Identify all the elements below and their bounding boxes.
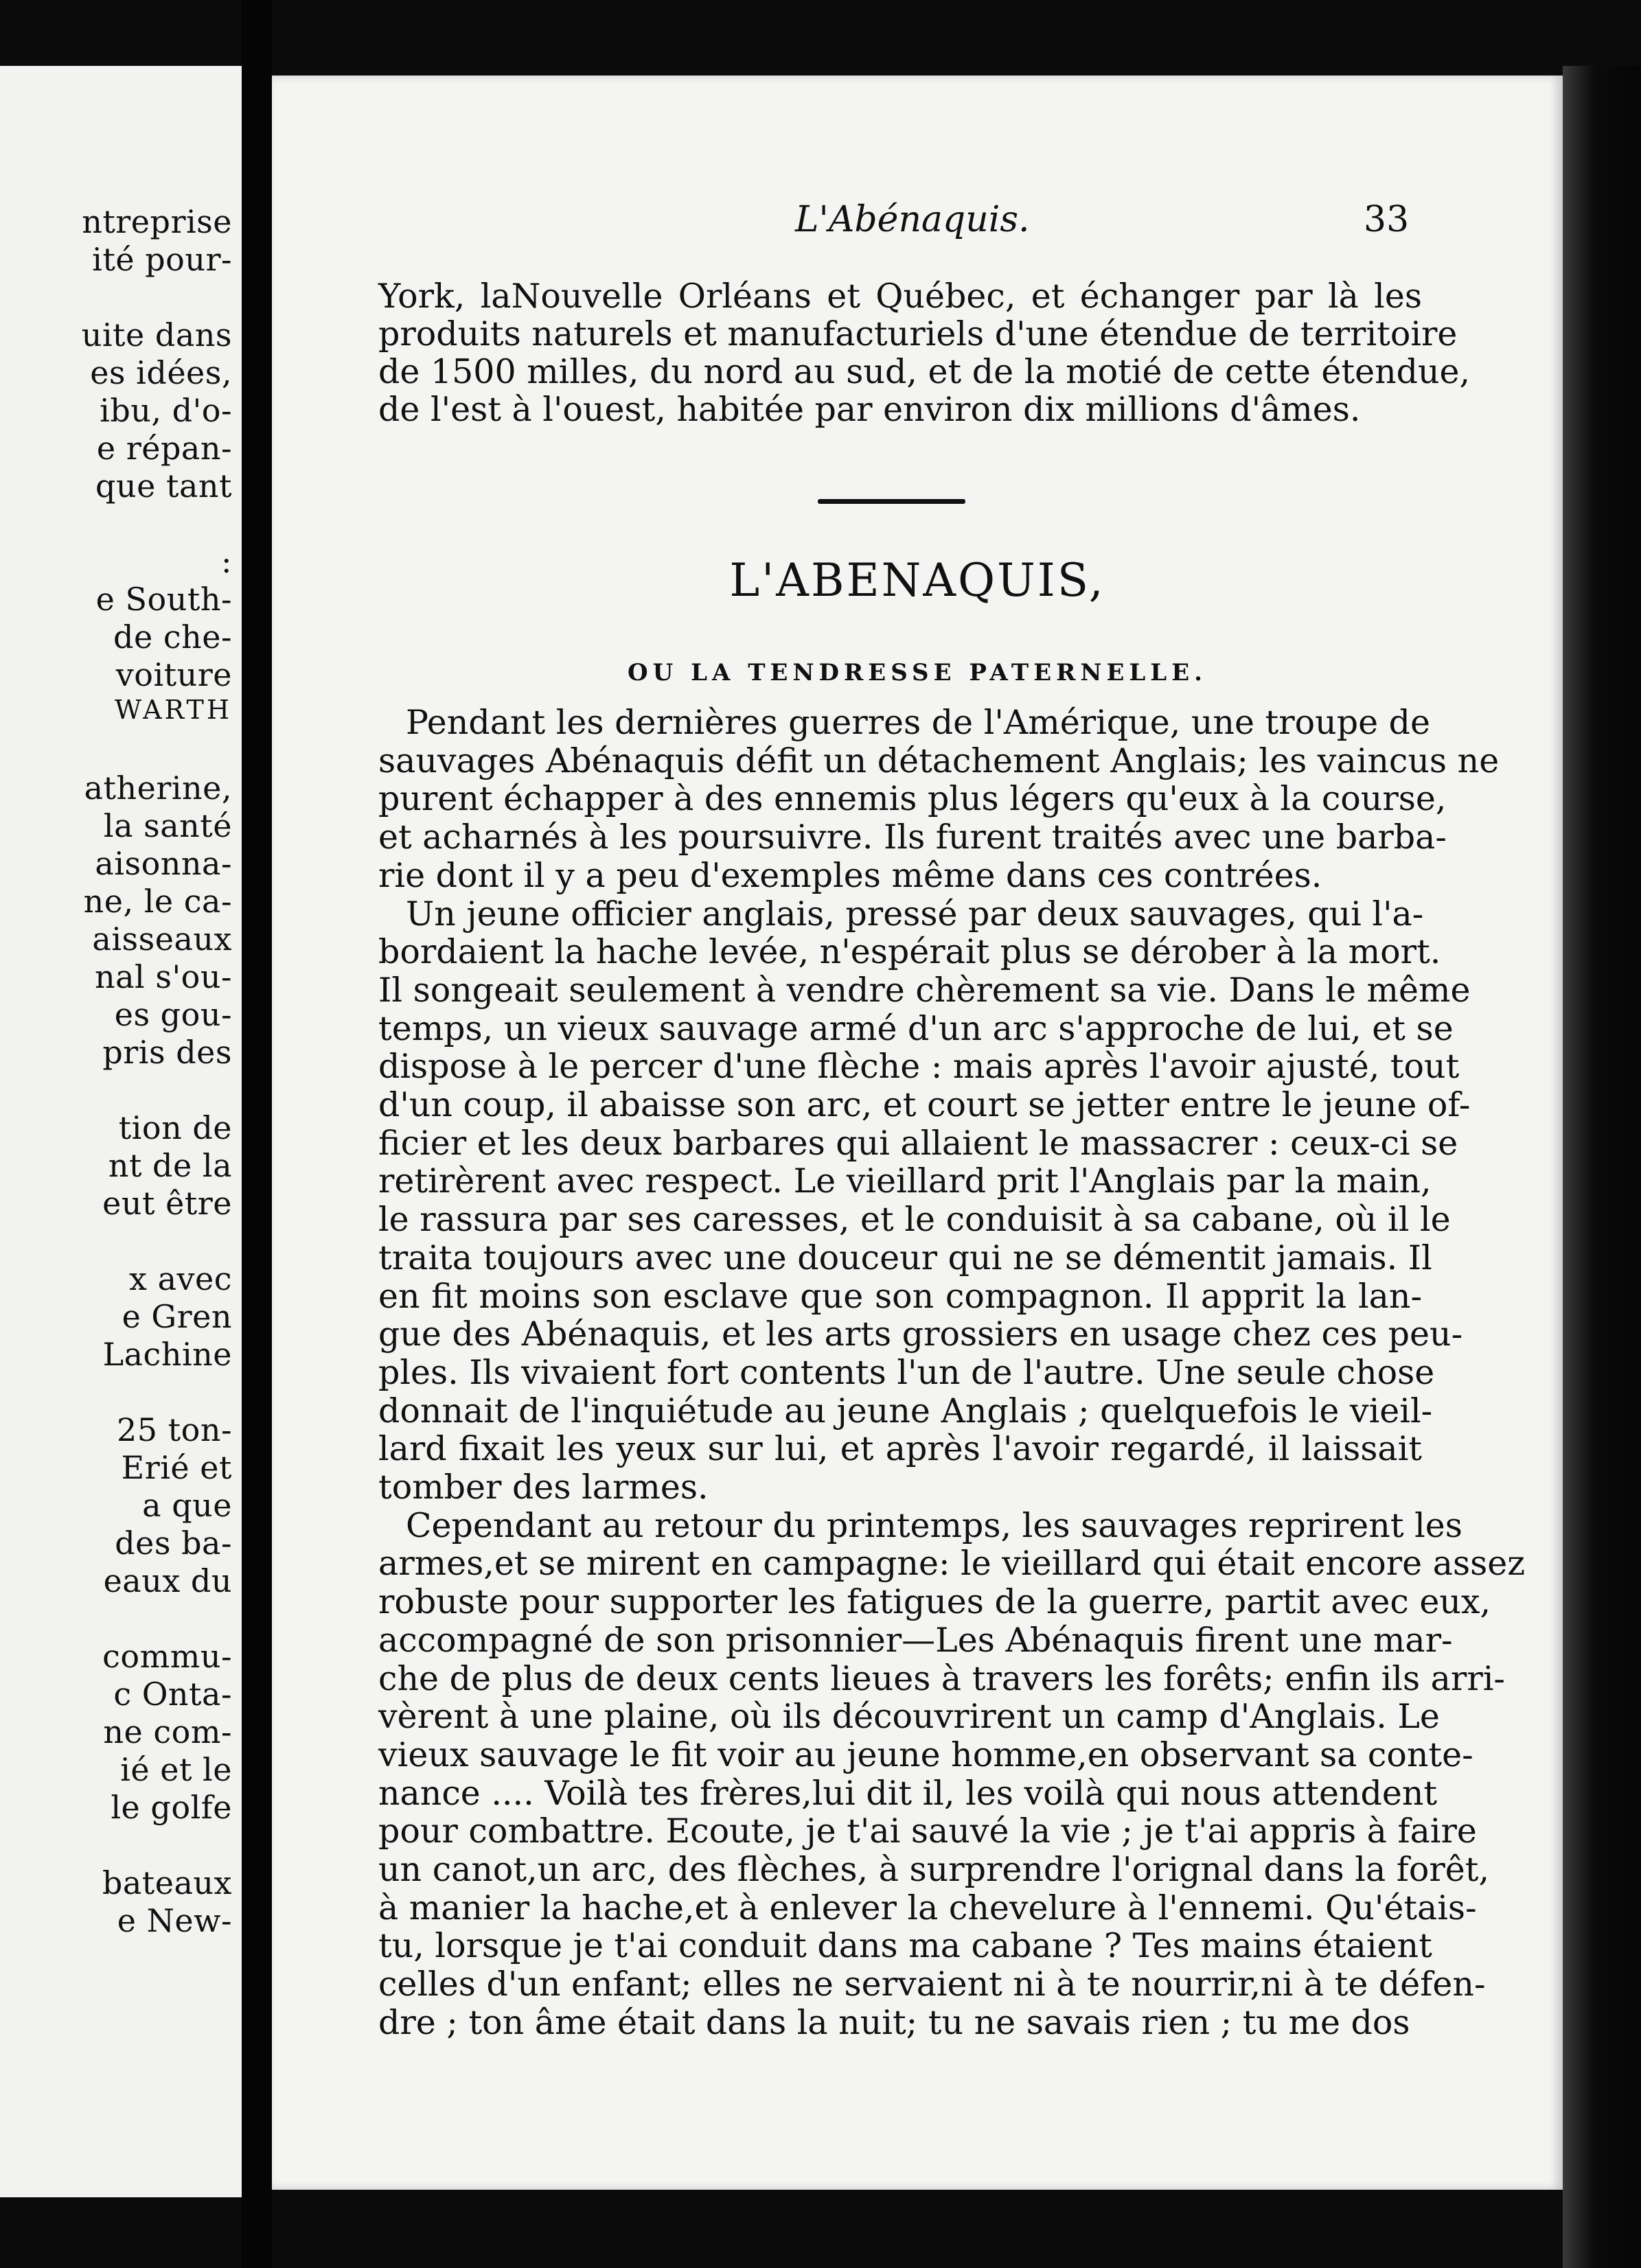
story-line: un canot,un arc, des flèches, à surprendre l'orignal dans la forêt,	[378, 1850, 1490, 1889]
left-page-line: ité pour-	[92, 241, 232, 278]
book-gutter	[242, 0, 272, 2268]
left-page-line: bateaux	[102, 1864, 232, 1901]
story-line: tomber des larmes.	[378, 1468, 709, 1507]
left-page-line: des ba-	[115, 1525, 232, 1562]
story-line: vèrent à une plaine, où ils découvrirent un camp d'Anglais. Le	[378, 1697, 1440, 1736]
story-line: purent échapper à des ennemis plus légers qu'eux à la course,	[378, 779, 1447, 818]
left-page-line: atherine,	[84, 769, 232, 807]
story-line: à manier la hache,et à enlever la chevelure à l'ennemi. Qu'étais-	[378, 1888, 1477, 1928]
left-page-line: eaux du	[103, 1562, 232, 1599]
intro-line: produits naturels et manufacturiels d'une étendue de territoire	[378, 314, 1458, 354]
story-line: pour combattre. Ecoute, je t'ai sauvé la vie ; je t'ai appris à faire	[378, 1812, 1477, 1851]
story-line: le rassura par ses caresses, et le conduisit à sa cabane, où il le	[378, 1200, 1451, 1239]
story-line: Pendant les dernières guerres de l'Amérique, une troupe de	[406, 703, 1431, 742]
story-line: rie dont il y a peu d'exemples même dans ces contrées.	[378, 856, 1322, 895]
left-page-line: la santé	[103, 807, 232, 844]
story-line: donnait de l'inquiétude au jeune Anglais ; quelquefois le vieil-	[378, 1391, 1433, 1431]
left-page-line: e South-	[95, 581, 232, 618]
left-page-line: a que	[142, 1487, 232, 1524]
left-page-line: :	[221, 543, 232, 580]
page-number: 33	[1364, 199, 1410, 240]
story-line: ficier et les deux barbares qui allaient le massacrer : ceux-ci se	[378, 1124, 1458, 1163]
story-line: dre ; ton âme était dans la nuit; tu ne savais rien ; tu me dos	[378, 2003, 1410, 2042]
story-line: Un jeune officier anglais, pressé par deux sauvages, qui l'a-	[406, 894, 1424, 934]
story-line: ples. Ils vivaient fort contents l'un de l'autre. Une seule chose	[378, 1353, 1435, 1392]
story-line: gue des Abénaquis, et les arts grossiers en usage chez ces peu-	[378, 1315, 1463, 1354]
left-page-line: e New-	[117, 1902, 232, 1939]
story-line: armes,et se mirent en campagne: le vieillard qui était encore assez	[378, 1544, 1526, 1583]
left-page-line: aisseaux	[92, 921, 232, 958]
left-page-line: tion de	[118, 1109, 232, 1146]
left-page-line: e répan-	[96, 430, 232, 467]
left-page-line: que tant	[95, 467, 232, 505]
left-page-line: 25 ton-	[116, 1411, 232, 1448]
story-line: Cependant au retour du printemps, les sauvages reprirent les	[406, 1506, 1462, 1545]
story-line: celles d'un enfant; elles ne servaient ni à te nourrir,ni à te défen-	[378, 1965, 1486, 2004]
intro-line: de l'est à l'ouest, habitée par environ dix millions d'âmes.	[378, 390, 1361, 429]
section-rule	[818, 499, 965, 504]
story-line: d'un coup, il abaisse son arc, et court se jetter entre le jeune of-	[378, 1085, 1471, 1124]
left-page-line: aisonna-	[95, 845, 232, 882]
story-line: en fit moins son esclave que son compagnon. Il apprit la lan-	[378, 1277, 1422, 1316]
story-line: dispose à le percer d'une flèche : mais après l'avoir ajusté, tout	[378, 1047, 1460, 1086]
left-page-fragment	[0, 66, 242, 2197]
story-line: sauvages Abénaquis défit un détachement Anglais; les vaincus ne	[378, 741, 1500, 780]
intro-line: York, laNouvelle Orléans et Québec, et échanger par là les	[378, 277, 1422, 316]
story-line: retirèrent avec respect. Le vieillard prit l'Anglais par la main,	[378, 1161, 1432, 1201]
running-head: L'Abénaquis.	[795, 199, 1030, 240]
intro-line: de 1500 milles, du nord au sud, et de la motié de cette étendue,	[378, 352, 1471, 391]
story-line: et acharnés à les poursuivre. Ils furent traités avec une barba-	[378, 818, 1447, 857]
left-page-line: nal s'ou-	[95, 958, 232, 995]
story-line: Il songeait seulement à vendre chèrement sa vie. Dans le même	[378, 971, 1471, 1010]
story-line: temps, un vieux sauvage armé d'un arc s'approche de lui, et se	[378, 1009, 1454, 1048]
left-page-line: ne com-	[103, 1713, 232, 1750]
left-page-line: es idées,	[90, 354, 232, 391]
left-page-line: le golfe	[111, 1789, 232, 1826]
story-line: traita toujours avec une douceur qui ne se démentit jamais. Il	[378, 1238, 1432, 1277]
page-edge-shadow	[1563, 66, 1641, 2268]
left-page-line: ibu, d'o-	[100, 392, 232, 429]
story-line: robuste pour supporter les fatigues de la guerre, partit avec eux,	[378, 1582, 1491, 1621]
left-page-line: nt de la	[108, 1147, 232, 1184]
left-page-line: ntreprise	[82, 203, 232, 240]
left-page-line: de che-	[113, 618, 232, 656]
story-line: che de plus de deux cents lieues à travers les forêts; enfin ils arri-	[378, 1659, 1505, 1698]
left-page-line: es gou-	[114, 996, 232, 1033]
story-line: bordaient la hache levée, n'espérait plus se dérober à la mort.	[378, 932, 1441, 971]
right-page	[272, 76, 1563, 2190]
story-line: tu, lorsque je t'ai conduit dans ma cabane ? Tes mains étaient	[378, 1926, 1432, 1965]
left-page-line: voiture	[115, 656, 232, 693]
left-page-line: uite dans	[81, 316, 232, 354]
left-page-line: c Onta-	[113, 1676, 232, 1713]
left-page-line: Erié et	[121, 1449, 232, 1486]
story-line: nance .... Voilà tes frères,lui dit il, les voilà qui nous attendent	[378, 1774, 1438, 1813]
story-line: accompagné de son prisonnier—Les Abénaquis firent une mar-	[378, 1621, 1453, 1660]
story-line: vieux sauvage le fit voir au jeune homme,en observant sa conte-	[378, 1735, 1473, 1774]
left-page-line: ié et le	[120, 1751, 232, 1788]
left-page-line: commu-	[102, 1638, 232, 1675]
left-page-line: eut être	[102, 1185, 232, 1222]
story-subtitle: OU LA TENDRESSE PATERNELLE.	[628, 659, 1207, 686]
left-page-line: e Gren	[122, 1298, 232, 1335]
left-page-line: WARTH	[114, 695, 232, 725]
story-line: lard fixait les yeux sur lui, et après l'avoir regardé, il laissait	[378, 1429, 1422, 1468]
left-page-line: ne, le ca-	[83, 883, 232, 920]
story-title: L'ABENAQUIS,	[729, 554, 1105, 607]
left-page-line: Lachine	[102, 1336, 232, 1373]
left-page-line: pris des	[102, 1034, 232, 1071]
left-page-line: x avec	[129, 1260, 232, 1297]
